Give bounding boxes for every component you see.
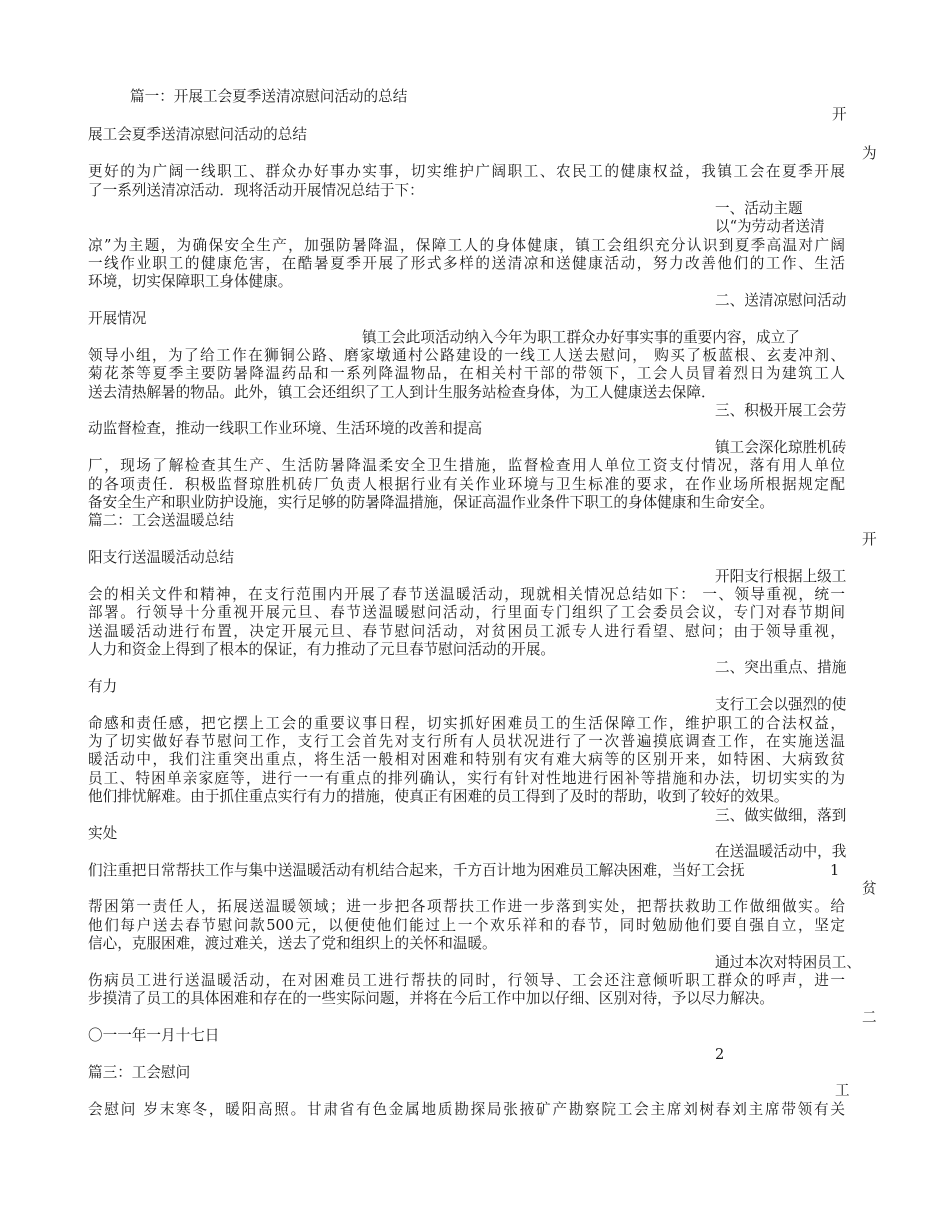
subheading: 动监督检查，推动一线职工作业环境、生活环境的改善和提高: [88, 420, 483, 437]
subheading: 有力: [88, 678, 118, 695]
text-line: 们注重把日常帮扶工作与集中送温暖活动有机结合起来，千方百计地为困难员工解决困难，当好工会抚: [88, 862, 745, 879]
text-line: 为了切实做好春节慰问工作，支行工会首先对支行所有人员状况进行了一次普遍摸底调查工作，在实施送温: [88, 733, 845, 750]
text-line: 领导小组，为了给工作在狮铜公路、磨家墩通村公路建设的一线工人送去慰问， 购买了板蓝根、玄麦冲剂、: [88, 347, 845, 364]
text-line: 他们每户送去春节慰问款500元，以便使他们能过上一个欢乐祥和的春节，同时勉励他们要自强自立，坚定: [88, 917, 845, 934]
text-line: 厂，现场了解检查其生产、生活防暑降温柔安全卫生措施，监督检查用人单位工资支付情况，落有用人单位: [88, 457, 845, 474]
text-line: 命感和责任感，把它摆上工会的重要议事日程，切实抓好困难员工的生活保障工作，维护职工的合法权益，: [88, 715, 845, 732]
subheading: 实处: [88, 825, 118, 842]
text-line: 伤病员工进行送温暖活动，在对困难员工进行帮扶的同时，行领导、工会还注意倾听职工群众的呼声，进一: [88, 972, 845, 989]
text-line: 镇工会此项活动纳入今年为职工群众办好事实事的重要内容，成立了: [362, 329, 800, 346]
text-line: 员工、特困单亲家庭等，进行一一有重点的排列确认，实行有针对性地进行困补等措施和办法，切切实实的为: [88, 770, 845, 787]
text-line: 开: [862, 531, 877, 548]
subheading: 开展情况: [88, 310, 147, 327]
text-line: 会慰问 岁末寒冬，暖阳高照。甘肃省有色金属地质勘探局张掖矿产勘察院工会主席刘树春刘主席带领有关: [88, 1101, 845, 1118]
text-line: 送去清热解暑的物品。此外，镇工会还组织了工人到计生服务站检查身体，为工人健康送去保障．: [88, 384, 716, 401]
subheading: 三、积极开展工会劳: [715, 402, 847, 419]
text-line: 了一系列送清凉活动．现将活动开展情况总结于下：: [88, 182, 424, 199]
text-line: 更好的为广阔一线职工、群众办好事办实事，切实维护广阔职工、农民工的健康权益，我镇工会在夏季开展: [88, 163, 845, 180]
text-line: 开: [832, 106, 847, 123]
text-line: 以“为劳动者送清: [715, 218, 825, 235]
text-line: 二: [862, 1009, 877, 1026]
text-line: 菊花茶等夏季主要防暑降温药品和一系列降温物品，在相关村干部的带领下，工会人员冒着烈日为建筑工人: [88, 365, 845, 382]
text-line: 支行工会以强烈的使: [715, 696, 847, 713]
text-line: 贫: [862, 880, 877, 897]
text-line: 信心，克服困难，渡过难关，送去了党和组织上的关怀和温暖。: [88, 935, 497, 952]
subheading: 二、送清凉慰问活动: [715, 292, 847, 309]
text-line: 在送温暖活动中，我: [715, 843, 847, 860]
text-line: 镇工会深化琼胜机砖: [715, 439, 847, 456]
page-number: 2: [715, 1046, 725, 1063]
text-line: 步摸清了员工的具体困难和存在的一些实际问题，并将在今后工作中加以仔细、区别对待，予以尽力解决。: [88, 990, 774, 1007]
section-title: 展工会夏季送清凉慰问活动的总结: [88, 126, 307, 143]
text-line: 人力和资金上得到了根本的保证，有力推动了元旦春节慰问活动的开展。: [88, 641, 556, 658]
text-line: 为: [862, 145, 877, 162]
text-line: 备安全生产和职业防护设施，实行足够的防暑降温措施，保证高温作业条件下职工的身体健康和生命安全。: [88, 494, 774, 511]
text-line: 会的相关文件和精神，在支行范围内开展了春节送温暖活动，现就相关情况总结如下： 一、领导重视，统一: [88, 586, 845, 603]
text-line: 他们排忧解难。由于抓住重点实行有力的措施，使真正有困难的员工得到了及时的帮助，收到了较好的效果。: [88, 788, 789, 805]
text-line: 一线作业职工的健康危害，在酷暑夏季开展了形式多样的送清凉和送健康活动，努力改善他们的工作、生活: [88, 255, 845, 272]
text-line: 送温暖活动进行布置，决定开展元旦、春节慰问活动，对贫困员工派专人进行看望、慰问；由于领导重视，: [88, 623, 845, 640]
text-line: 工: [835, 1082, 850, 1099]
text-line: 的各项责任．积极监督琼胜机砖厂负责人根据行业有关作业环境与卫生标准的要求，在作业场所根据规定配: [88, 476, 845, 493]
section-title: 阳支行送温暖活动总结: [88, 549, 234, 566]
section-heading: 篇三：工会慰问: [88, 1064, 191, 1081]
subheading: 三、做实做细，落到: [715, 807, 847, 824]
text-line: 暖活动中，我们注重突出重点，将生活一般相对困难和特别有灾有难大病等的区别开来，如特困、大病致贫: [88, 751, 845, 768]
date-line: 〇一一年一月十七日: [88, 1027, 220, 1044]
section-heading: 篇二：工会送温暖总结: [88, 512, 234, 529]
text-line: 环境，切实保障职工身体健康。: [88, 273, 293, 290]
text-line: 开阳支行根据上级工: [715, 568, 847, 585]
text-line: 凉”为主题，为确保安全生产，加强防暑降温，保障工人的身体健康，镇工会组织充分认识到夏季高温对广阔: [88, 237, 845, 254]
text-line: 部署。行领导十分重视开展元旦、春节送温暖慰问活动，行里面专门组织了工会委员会议，专门对春节期间: [88, 604, 845, 621]
subheading: 一、活动主题: [715, 200, 803, 217]
section-heading: 篇一：开展工会夏季送清凉慰问活动的总结: [130, 88, 408, 105]
subheading: 二、突出重点、措施: [715, 659, 847, 676]
text-line: 通过本次对特困员工、: [715, 954, 861, 971]
page-number: 1: [830, 862, 840, 879]
text-line: 帮困第一责任人，拓展送温暖领域；进一步把各项帮扶工作进一步落到实处，把帮扶救助工作做细做实。给: [88, 898, 845, 915]
